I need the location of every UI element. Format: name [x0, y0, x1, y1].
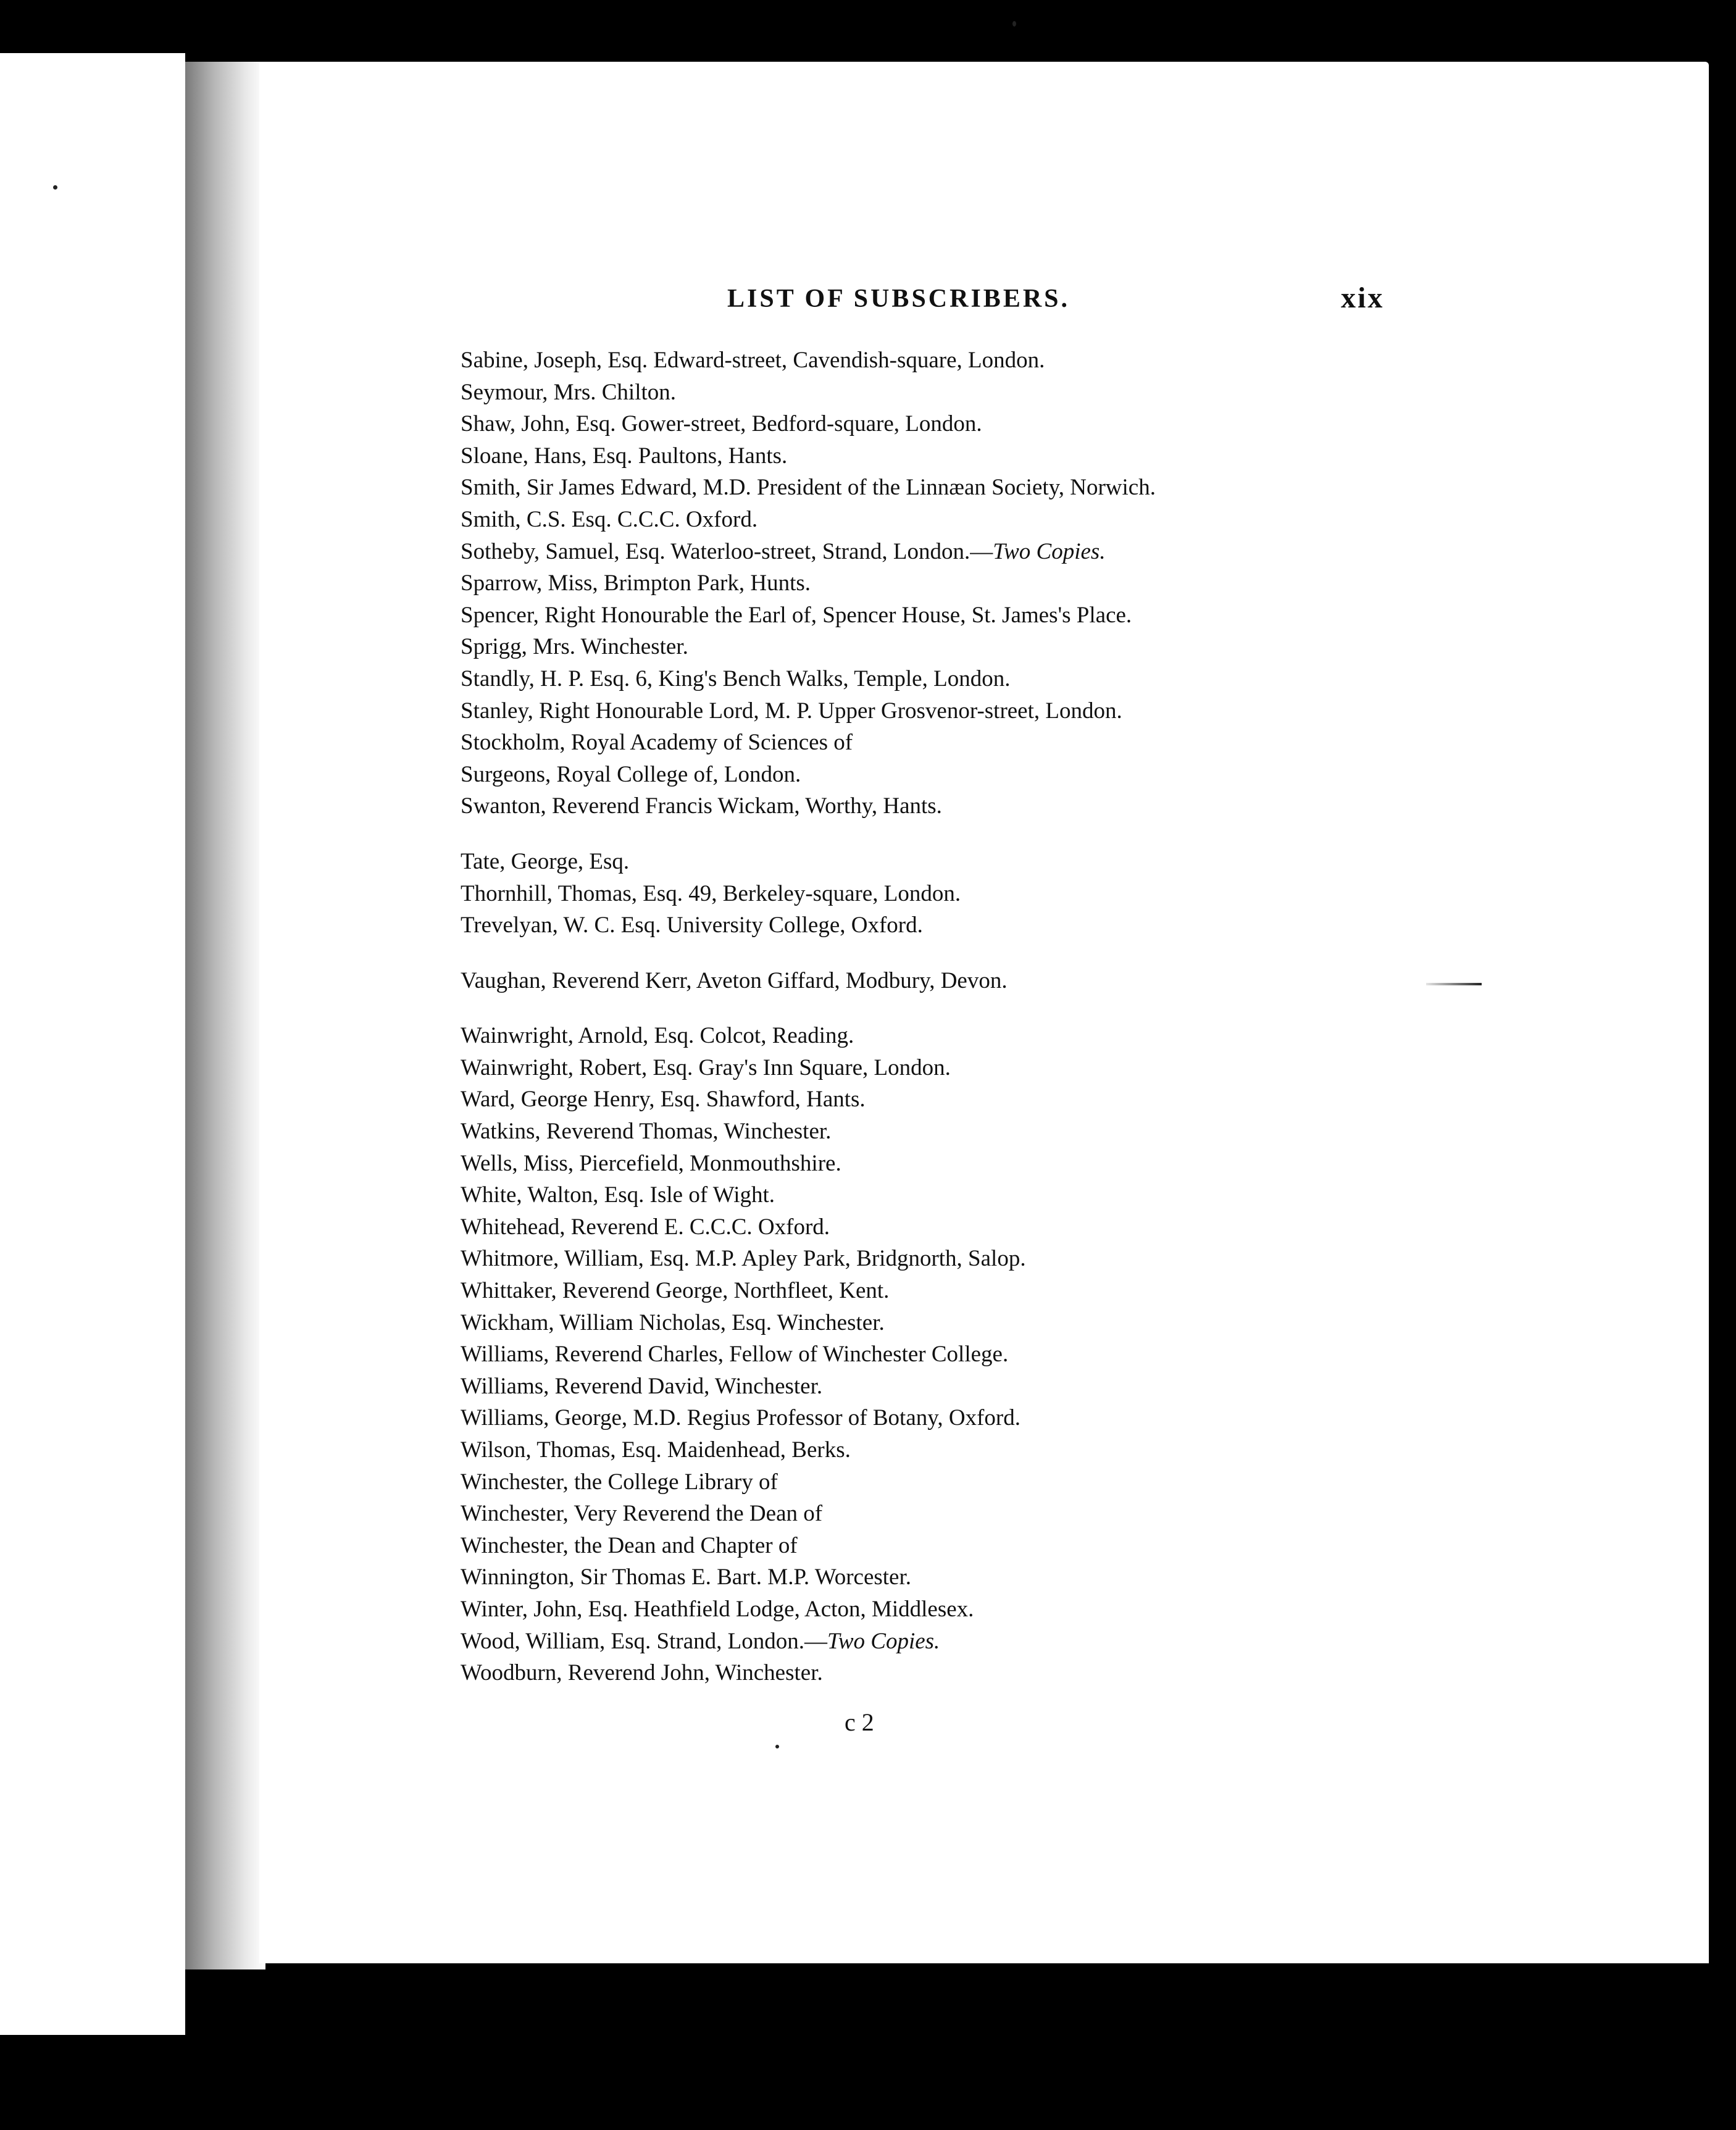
- subscriber-entry-text: Smith, Sir James Edward, M.D. President of the Linnæan Society, Norwich.: [461, 475, 1156, 501]
- running-head: LIST OF SUBSCRIBERS.: [727, 285, 1070, 313]
- group-spacer: [461, 996, 1156, 1020]
- signature-mark: c 2: [845, 1708, 874, 1736]
- subscriber-entry: [461, 440, 1156, 472]
- subscriber-entry: [461, 1434, 1156, 1466]
- subscriber-entry: [461, 1593, 1156, 1626]
- facing-page-edge: [0, 53, 185, 2035]
- subscriber-entry: [461, 846, 1156, 878]
- subscriber-entry: [461, 727, 1156, 759]
- subscriber-entry-text: Ward, George Henry, Esq. Shawford, Hants.: [461, 1087, 866, 1113]
- subscriber-entry-text: Wood, William, Esq. Strand, London.—: [461, 1628, 828, 1654]
- subscriber-entry-text: Seymour, Mrs. Chilton.: [461, 379, 677, 405]
- subscriber-entry: [461, 1243, 1156, 1275]
- subscriber-entry-text: Thornhill, Thomas, Esq. 49, Berkeley-square, London.: [461, 880, 961, 906]
- subscriber-entry-text: Winter, John, Esq. Heathfield Lodge, Acton, Middlesex.: [461, 1596, 974, 1622]
- subscriber-entry-text: Wainwright, Robert, Esq. Gray's Inn Square, London.: [461, 1055, 951, 1080]
- subscriber-entry-text: Winchester, Very Reverend the Dean of: [461, 1501, 823, 1527]
- subscriber-entry-text: Williams, George, M.D. Regius Professor of Botany, Oxford.: [461, 1405, 1020, 1431]
- subscriber-entry-text: Shaw, John, Esq. Gower-street, Bedford-square, London.: [461, 411, 982, 437]
- subscriber-entry: [461, 1498, 1156, 1530]
- subscriber-entry-text: Whitmore, William, Esq. M.P. Apley Park, Bridgnorth, Salop.: [461, 1246, 1026, 1272]
- subscriber-entry-text: Sparrow, Miss, Brimpton Park, Hunts.: [461, 570, 811, 596]
- binding-gutter-shadow: [185, 62, 265, 1969]
- subscriber-entry-text: Tate, George, Esq.: [461, 848, 630, 874]
- subscriber-entry: [461, 1116, 1156, 1148]
- subscriber-entry-text: Sloane, Hans, Esq. Paultons, Hants.: [461, 443, 788, 469]
- subscriber-entry-text: Whitehead, Reverend E. C.C.C. Oxford.: [461, 1214, 830, 1240]
- subscriber-entry: [461, 1307, 1156, 1339]
- subscriber-entry-text: Winchester, the Dean and Chapter of: [461, 1532, 798, 1558]
- dust-speck: [775, 1745, 779, 1748]
- subscriber-entry: [461, 965, 1156, 997]
- subscriber-entry-text: Wainwright, Arnold, Esq. Colcot, Reading.: [461, 1023, 854, 1049]
- subscriber-entry-text: Woodburn, Reverend John, Winchester.: [461, 1660, 823, 1686]
- subscriber-entry: [461, 878, 1156, 910]
- subscriber-entry-text: Wickham, William Nicholas, Esq. Winchester.: [461, 1309, 885, 1335]
- subscriber-entry: [461, 1148, 1156, 1180]
- subscriber-entry: [461, 1020, 1156, 1052]
- subscriber-entry-text: Swanton, Reverend Francis Wickam, Worthy, Hants.: [461, 793, 942, 819]
- subscriber-entry: [461, 1657, 1156, 1689]
- subscriber-entry: [461, 1626, 1156, 1658]
- subscriber-entry-text: Vaughan, Reverend Kerr, Aveton Giffard, Modbury, Devon.: [461, 967, 1008, 993]
- subscriber-entry: [461, 408, 1156, 440]
- subscriber-list: [461, 345, 1156, 1689]
- subscriber-entry: [461, 909, 1156, 942]
- subscriber-entry: [461, 345, 1156, 377]
- subscriber-entry: [461, 504, 1156, 536]
- group-spacer: [461, 822, 1156, 846]
- subscriber-entry: [461, 663, 1156, 695]
- subscriber-entry: [461, 472, 1156, 504]
- subscriber-entry: [461, 1402, 1156, 1434]
- subscriber-entry-text: Stanley, Right Honourable Lord, M. P. Upper Grosvenor-street, London.: [461, 698, 1122, 724]
- subscriber-entry: [461, 1275, 1156, 1307]
- subscriber-entry-text: Sprigg, Mrs. Winchester.: [461, 634, 688, 660]
- subscriber-entry-text: Trevelyan, W. C. Esq. University College, Oxford.: [461, 913, 923, 938]
- subscriber-entry-text: Smith, C.S. Esq. C.C.C. Oxford.: [461, 506, 758, 532]
- subscriber-entry: [461, 599, 1156, 632]
- subscriber-entry-text: White, Walton, Esq. Isle of Wight.: [461, 1182, 775, 1208]
- subscriber-entry: [461, 1339, 1156, 1371]
- subscriber-entry-text: Standly, H. P. Esq. 6, King's Bench Walks, Temple, London.: [461, 666, 1011, 691]
- subscriber-entry-text: Sotheby, Samuel, Esq. Waterloo-street, Strand, London.—: [461, 538, 993, 564]
- subscriber-entry: [461, 1561, 1156, 1593]
- dust-speck: [53, 185, 57, 190]
- subscriber-entry: [461, 1179, 1156, 1211]
- subscriber-entry-text: Wilson, Thomas, Esq. Maidenhead, Berks.: [461, 1437, 851, 1463]
- subscriber-entry: [461, 695, 1156, 727]
- subscriber-entry-text: Stockholm, Royal Academy of Sciences of: [461, 730, 853, 756]
- subscriber-entry-text: Williams, Reverend David, Winchester.: [461, 1373, 823, 1399]
- subscriber-entry-text: Wells, Miss, Piercefield, Monmouthshire.: [461, 1150, 841, 1176]
- subscriber-entry: [461, 790, 1156, 822]
- subscriber-entry: [461, 567, 1156, 599]
- subscriber-entry: [461, 1466, 1156, 1498]
- dust-speck: [1012, 21, 1016, 27]
- copies-note: Two Copies.: [993, 538, 1106, 564]
- subscriber-entry: [461, 377, 1156, 409]
- subscriber-entry-text: Spencer, Right Honourable the Earl of, Spencer House, St. James's Place.: [461, 602, 1132, 628]
- subscriber-entry: [461, 1084, 1156, 1116]
- subscriber-entry-text: Whittaker, Reverend George, Northfleet, Kent.: [461, 1278, 890, 1304]
- subscriber-entry: [461, 631, 1156, 663]
- copies-note: Two Copies.: [827, 1628, 940, 1654]
- subscriber-entry-text: Watkins, Reverend Thomas, Winchester.: [461, 1119, 832, 1145]
- subscriber-entry: [461, 1211, 1156, 1243]
- subscriber-entry-text: Winnington, Sir Thomas E. Bart. M.P. Worcester.: [461, 1564, 912, 1590]
- subscriber-entry-text: Williams, Reverend Charles, Fellow of Winchester College.: [461, 1342, 1009, 1368]
- subscriber-entry-text: Surgeons, Royal College of, London.: [461, 761, 801, 787]
- subscriber-entry: [461, 1371, 1156, 1403]
- subscriber-entry: [461, 1052, 1156, 1084]
- page-number: xix: [1341, 282, 1385, 314]
- subscriber-entry-text: Winchester, the College Library of: [461, 1469, 778, 1495]
- subscriber-entry: [461, 759, 1156, 791]
- group-spacer: [461, 942, 1156, 965]
- subscriber-entry: [461, 1530, 1156, 1562]
- subscriber-entry-text: Sabine, Joseph, Esq. Edward-street, Cavendish-square, London.: [461, 348, 1045, 373]
- margin-ink-mark: [1426, 983, 1482, 985]
- subscriber-entry: [461, 536, 1156, 568]
